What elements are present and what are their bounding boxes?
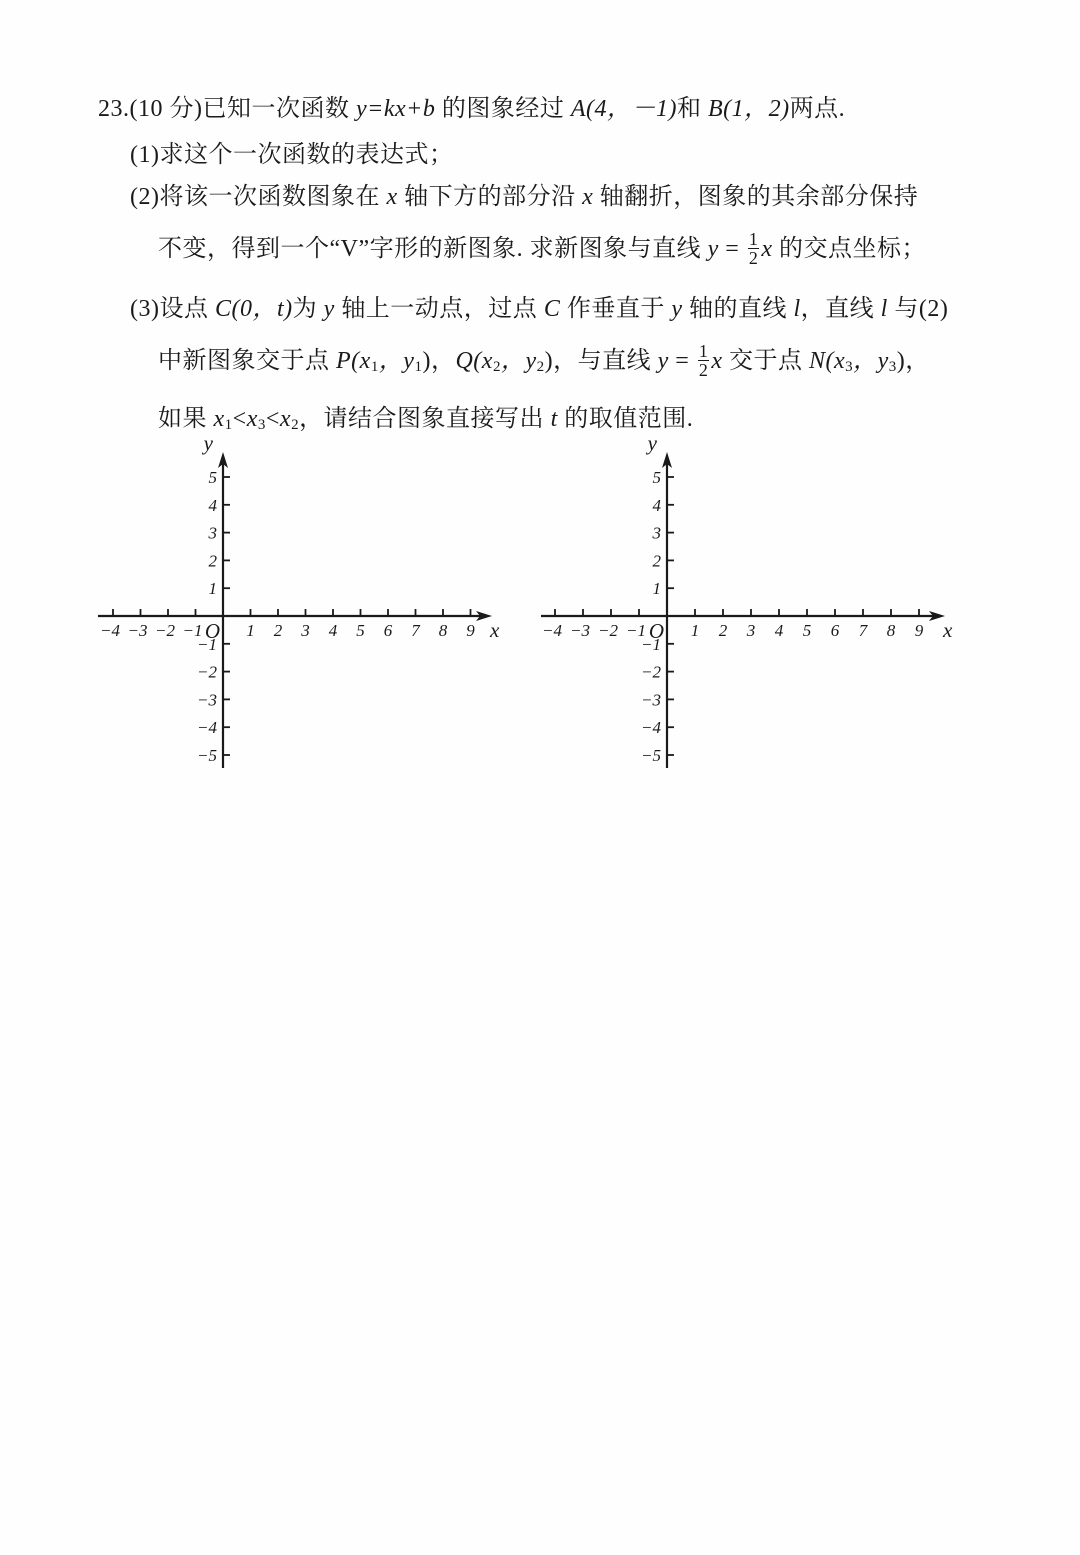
subscript: 1 xyxy=(370,359,379,375)
x-tick-label: −2 xyxy=(155,621,175,640)
x-tick-label: −4 xyxy=(542,621,562,640)
var-l: l xyxy=(793,296,801,322)
stem-text: 两点. xyxy=(789,96,846,122)
separator: ， xyxy=(430,348,456,374)
point-q: Q(x xyxy=(455,348,493,374)
x-tick-label: −1 xyxy=(626,621,646,640)
y-tick-label: 2 xyxy=(208,551,217,571)
subscript: 1 xyxy=(414,359,423,375)
var-x: x xyxy=(761,236,773,262)
var-y: y xyxy=(707,236,719,262)
y-tick-label: −4 xyxy=(197,718,217,738)
var-x: x xyxy=(279,406,292,432)
x-tick-label: −1 xyxy=(182,621,203,640)
subscript: 3 xyxy=(845,359,854,375)
x-tick-label: −3 xyxy=(127,621,148,640)
origin-label: O xyxy=(648,619,664,643)
subscript: 1 xyxy=(224,417,233,433)
y-tick-label: 4 xyxy=(652,495,661,515)
question-number: 23. xyxy=(98,96,130,122)
var-x: x xyxy=(246,406,258,432)
var-x: x xyxy=(711,348,723,374)
x-tick-label: 4 xyxy=(328,621,338,640)
x-axis-label: x xyxy=(943,618,953,642)
y-tick-label: −2 xyxy=(641,662,661,682)
x-tick-label: 3 xyxy=(301,621,310,640)
part-text: 的取值范围. xyxy=(557,406,694,432)
subscript: 3 xyxy=(257,417,266,433)
x-tick-label: 3 xyxy=(746,621,756,640)
question-points: (10 分) xyxy=(129,96,203,122)
x-tick-label: 8 xyxy=(438,621,448,640)
var-x: x xyxy=(386,184,398,210)
part-text: 的交点坐标； xyxy=(772,236,926,262)
var-c: C xyxy=(543,296,561,322)
part-text: 中新图象交于点 xyxy=(158,348,336,374)
y-tick-label: 2 xyxy=(652,551,661,571)
function-expression: y=kx+b xyxy=(355,96,436,122)
y-axis-label: y xyxy=(203,431,213,455)
var-y: y xyxy=(657,348,669,374)
denominator: 2 xyxy=(748,247,759,268)
var-x: x xyxy=(582,184,594,210)
point-q: ) xyxy=(544,348,554,374)
subscript: 3 xyxy=(888,359,897,375)
var-y: y xyxy=(671,296,683,322)
x-tick-label: 2 xyxy=(273,621,283,640)
point-p: P(x xyxy=(336,348,371,374)
x-tick-label: 9 xyxy=(914,621,924,640)
part-label: (2) xyxy=(130,184,160,210)
part-text: 将该一次函数图象在 xyxy=(159,184,387,210)
y-tick-label: −5 xyxy=(641,746,661,765)
x-tick-label: 2 xyxy=(718,621,728,640)
subscript: 2 xyxy=(536,359,545,375)
numerator: 1 xyxy=(698,340,709,361)
origin-label: O xyxy=(204,619,220,643)
point-q: ，y xyxy=(500,348,537,374)
y-tick-label: 5 xyxy=(652,468,661,487)
part-label: (1) xyxy=(130,142,160,168)
x-tick-label: 6 xyxy=(830,621,840,640)
x-tick-label: 1 xyxy=(246,621,255,640)
y-tick-label: 1 xyxy=(652,579,661,599)
point-p: ) xyxy=(422,348,431,374)
x-tick-label: 7 xyxy=(858,621,868,640)
y-tick-label: −2 xyxy=(197,662,217,682)
stem-text: 已知一次函数 xyxy=(202,96,356,122)
part-text: 轴翻折，图象的其余部分保持 xyxy=(593,184,919,210)
part-text: 与(2) xyxy=(887,296,949,322)
part-text: 如果 xyxy=(158,406,214,432)
part-text: ，直线 xyxy=(800,296,881,322)
point-b: B(1，2) xyxy=(708,96,790,122)
x-axis-label: x xyxy=(490,618,500,642)
x-tick-label: −2 xyxy=(598,621,618,640)
point-n: )， xyxy=(896,348,930,374)
equals: = xyxy=(718,236,746,262)
part-text: 轴上一动点，过点 xyxy=(334,296,544,322)
x-tick-label: 4 xyxy=(774,621,784,640)
part-text: 交于点 xyxy=(722,348,809,374)
part-text: 作垂直于 xyxy=(560,296,672,322)
y-tick-label: 5 xyxy=(208,468,217,487)
part-text: 设点 xyxy=(159,296,215,322)
y-tick-label: −3 xyxy=(197,690,217,710)
point-c: C(0，t) xyxy=(214,296,293,322)
x-tick-label: 1 xyxy=(690,621,700,640)
part-text: 求这个一次函数的表达式； xyxy=(159,142,454,168)
y-tick-label: 1 xyxy=(208,579,217,599)
stem-text: 的图象经过 xyxy=(435,96,571,122)
part-text: ，请结合图象直接写出 xyxy=(299,406,551,432)
subscript: 2 xyxy=(291,417,300,433)
x-tick-label: 7 xyxy=(411,621,420,640)
part-text: 轴的直线 xyxy=(682,296,794,322)
part-text: 轴下方的部分沿 xyxy=(397,184,583,210)
y-tick-label: −1 xyxy=(197,634,217,654)
denominator: 2 xyxy=(698,359,709,380)
part-text: 为 xyxy=(292,296,324,322)
part-label: (3) xyxy=(130,296,160,322)
y-tick-label: 3 xyxy=(208,523,217,543)
point-n: N(x xyxy=(808,348,846,374)
y-tick-label: −5 xyxy=(197,746,217,765)
part-text: ，与直线 xyxy=(553,348,658,374)
y-tick-label: 3 xyxy=(652,523,661,543)
y-axis-label: y xyxy=(647,431,657,455)
numerator: 1 xyxy=(748,228,759,249)
x-tick-label: 8 xyxy=(886,621,896,640)
x-tick-label: 9 xyxy=(466,621,475,640)
x-tick-label: −4 xyxy=(100,621,120,640)
x-tick-label: 6 xyxy=(383,621,393,640)
x-tick-label: 5 xyxy=(356,621,365,640)
x-tick-label: 5 xyxy=(802,621,812,640)
stem-text: 和 xyxy=(677,96,708,122)
point-a: A(4，－1) xyxy=(570,96,677,122)
part-text: 不变，得到一个“V”字形的新图象. 求新图象与直线 xyxy=(158,236,708,262)
var-y: y xyxy=(323,296,335,322)
less-than: < xyxy=(232,406,247,432)
equals: = xyxy=(668,348,696,374)
subscript: 2 xyxy=(492,359,501,375)
var-t: t xyxy=(550,406,558,432)
less-than: < xyxy=(265,406,280,432)
y-tick-label: 4 xyxy=(208,495,217,515)
y-tick-label: −3 xyxy=(641,690,661,710)
var-l: l xyxy=(880,296,888,322)
y-tick-label: −1 xyxy=(641,634,661,654)
var-x: x xyxy=(213,406,225,432)
point-p: ，y xyxy=(378,348,415,374)
x-tick-label: −3 xyxy=(570,621,590,640)
point-n: ，y xyxy=(853,348,889,374)
y-tick-label: −4 xyxy=(641,718,661,738)
